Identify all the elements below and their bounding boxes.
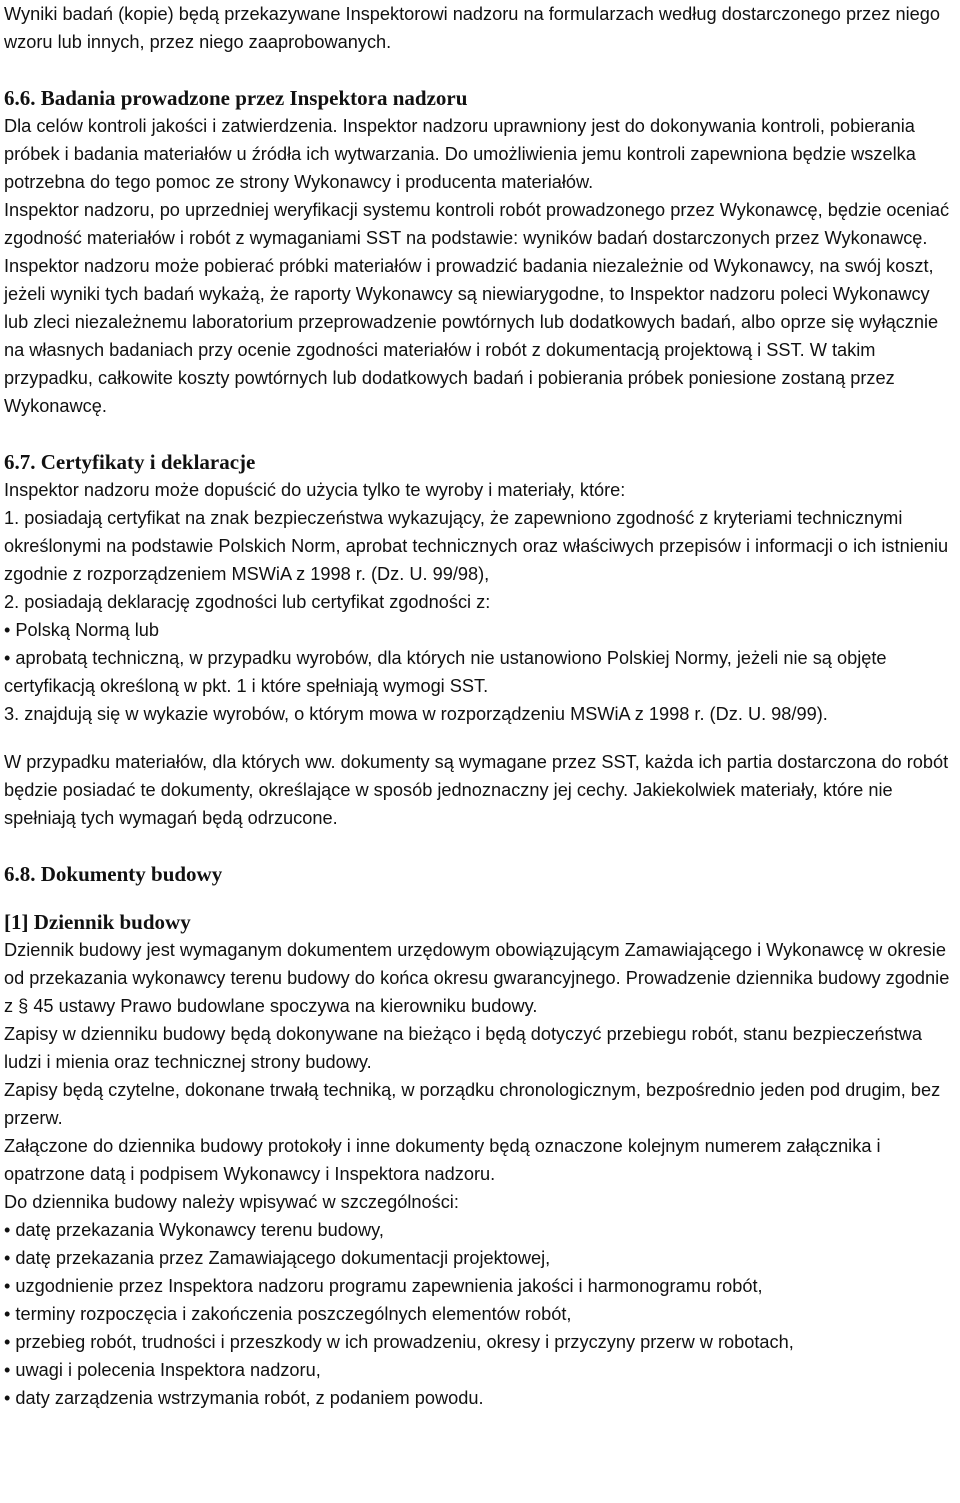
section-6-8-heading: 6.8. Dokumenty budowy xyxy=(4,862,223,886)
section-6-6-paragraph-2: Inspektor nadzoru, po uprzedniej weryfikacji systemu kontroli robót prowadzonego przez Wykonawcę, będzie oceniać zgodność materiałów i robót z wymaganiami SST na podstawie: wyników badań dostarczonych przez Wykonawcę. xyxy=(4,200,950,248)
section-6-7-bullet: • Polską Normą lub xyxy=(4,616,956,644)
section-6-7-heading: 6.7. Certyfikaty i deklaracje xyxy=(4,450,256,474)
section-6-7-paragraph-2: W przypadku materiałów, dla których ww. dokumenty są wymagane przez SST, każda ich partia dostarczona do robót będzie posiadać te dokumenty, określające w sposób jednoznaczny jej cechy. Jakiekolwiek materiały, które nie spełniają tych wymagań będą odrzucone. xyxy=(4,752,949,828)
section-6-6-paragraph-1: Dla celów kontroli jakości i zatwierdzenia. Inspektor nadzoru uprawniony jest do dokonywania kontroli, pobierania próbek i badania materiałów u źródła ich wytwarzania. Do umożliwienia jemu kontroli zapewniona będzie wszelka potrzebna do tego pomoc ze strony Wykonawcy i producenta materiałów. xyxy=(4,116,916,192)
dziennik-paragraph-5: Do dziennika budowy należy wpisywać w szczególności: xyxy=(4,1192,459,1212)
subsection-dziennik-heading: [1] Dziennik budowy xyxy=(4,910,191,934)
dziennik-bullet: • przebieg robót, trudności i przeszkody w ich prowadzeniu, okresy i przyczyny przerw w robotach, xyxy=(4,1328,956,1356)
dziennik-bullet: • daty zarządzenia wstrzymania robót, z podaniem powodu. xyxy=(4,1384,956,1412)
section-6-7-bullet: • aprobatą techniczną, w przypadku wyrobów, dla których nie ustanowiono Polskiej Normy, jeżeli nie są objęte certyfikacją określoną w pkt. 1 i które spełniają wymogi SST. xyxy=(4,644,956,700)
spacer xyxy=(4,728,956,748)
section-6-7-item-1: 1. posiadają certyfikat na znak bezpieczeństwa wykazujący, że zapewniono zgodność z kryteriami technicznymi określonymi na podstawie Polskich Norm, aprobat technicznych oraz właściwych przepisów i informacji o ich istnieniu zgodnie z rozporządzeniem MSWiA z 1998 r. (Dz. U. 99/98), xyxy=(4,508,949,584)
spacer xyxy=(4,56,956,84)
intro-paragraph: Wyniki badań (kopie) będą przekazywane Inspektorowi nadzoru na formularzach według dostarczonego przez niego wzoru lub innych, przez niego zaaprobowanych. xyxy=(4,4,941,52)
spacer xyxy=(4,420,956,448)
section-6-7-intro: Inspektor nadzoru może dopuścić do użycia tylko te wyroby i materiały, które: xyxy=(4,480,626,500)
dziennik-paragraph-4: Załączone do dziennika budowy protokoły i inne dokumenty będą oznaczone kolejnym numerem załącznika i opatrzone datą i podpisem Wykonawcy i Inspektora nadzoru. xyxy=(4,1136,881,1184)
dziennik-bullet: • datę przekazania przez Zamawiającego dokumentacji projektowej, xyxy=(4,1244,956,1272)
section-6-7-item-2: 2. posiadają deklarację zgodności lub certyfikat zgodności z: xyxy=(4,592,491,612)
dziennik-bullet: • uzgodnienie przez Inspektora nadzoru programu zapewnienia jakości i harmonogramu robót, xyxy=(4,1272,956,1300)
dziennik-bullet: • datę przekazania Wykonawcy terenu budowy, xyxy=(4,1216,956,1244)
spacer xyxy=(4,888,956,908)
section-6-7-item-3: 3. znajdują się w wykazie wyrobów, o którym mowa w rozporządzeniu MSWiA z 1998 r. (Dz. U. 98/99). xyxy=(4,704,828,724)
dziennik-bullet: • uwagi i polecenia Inspektora nadzoru, xyxy=(4,1356,956,1384)
section-6-6-paragraph-3: Inspektor nadzoru może pobierać próbki materiałów i prowadzić badania niezależnie od Wykonawcy, na swój koszt, jeżeli wyniki tych badań wykażą, że raporty Wykonawcy są niewiarygodne, to Inspektor nadzoru poleci Wykonawcy lub zleci niezależnemu laboratorium przeprowadzenie powtórnych lub dodatkowych badań, albo oprze się wyłącznie na własnych badaniach przy ocenie zgodności materiałów i robót z dokumentacją projektową i SST. W takim przypadku, całkowite koszty powtórnych lub dodatkowych badań i pobierania próbek poniesione zostaną przez Wykonawcę. xyxy=(4,256,939,416)
dziennik-bullet: • terminy rozpoczęcia i zakończenia poszczególnych elementów robót, xyxy=(4,1300,956,1328)
section-6-6-heading: 6.6. Badania prowadzone przez Inspektora nadzoru xyxy=(4,86,468,110)
dziennik-paragraph-3: Zapisy będą czytelne, dokonane trwałą techniką, w porządku chronologicznym, bezpośrednio jeden pod drugim, bez przerw. xyxy=(4,1080,941,1128)
spacer xyxy=(4,832,956,860)
dziennik-paragraph-2: Zapisy w dzienniku budowy będą dokonywane na bieżąco i będą dotyczyć przebiegu robót, stanu bezpieczeństwa ludzi i mienia oraz technicznej strony budowy. xyxy=(4,1024,923,1072)
dziennik-paragraph-1: Dziennik budowy jest wymaganym dokumentem urzędowym obowiązującym Zamawiającego i Wykonawcę w okresie od przekazania wykonawcy terenu budowy do końca okresu gwarancyjnego. Prowadzenie dziennika budowy zgodnie z § 45 ustawy Prawo budowlane spoczywa na kierowniku budowy. xyxy=(4,940,950,1016)
